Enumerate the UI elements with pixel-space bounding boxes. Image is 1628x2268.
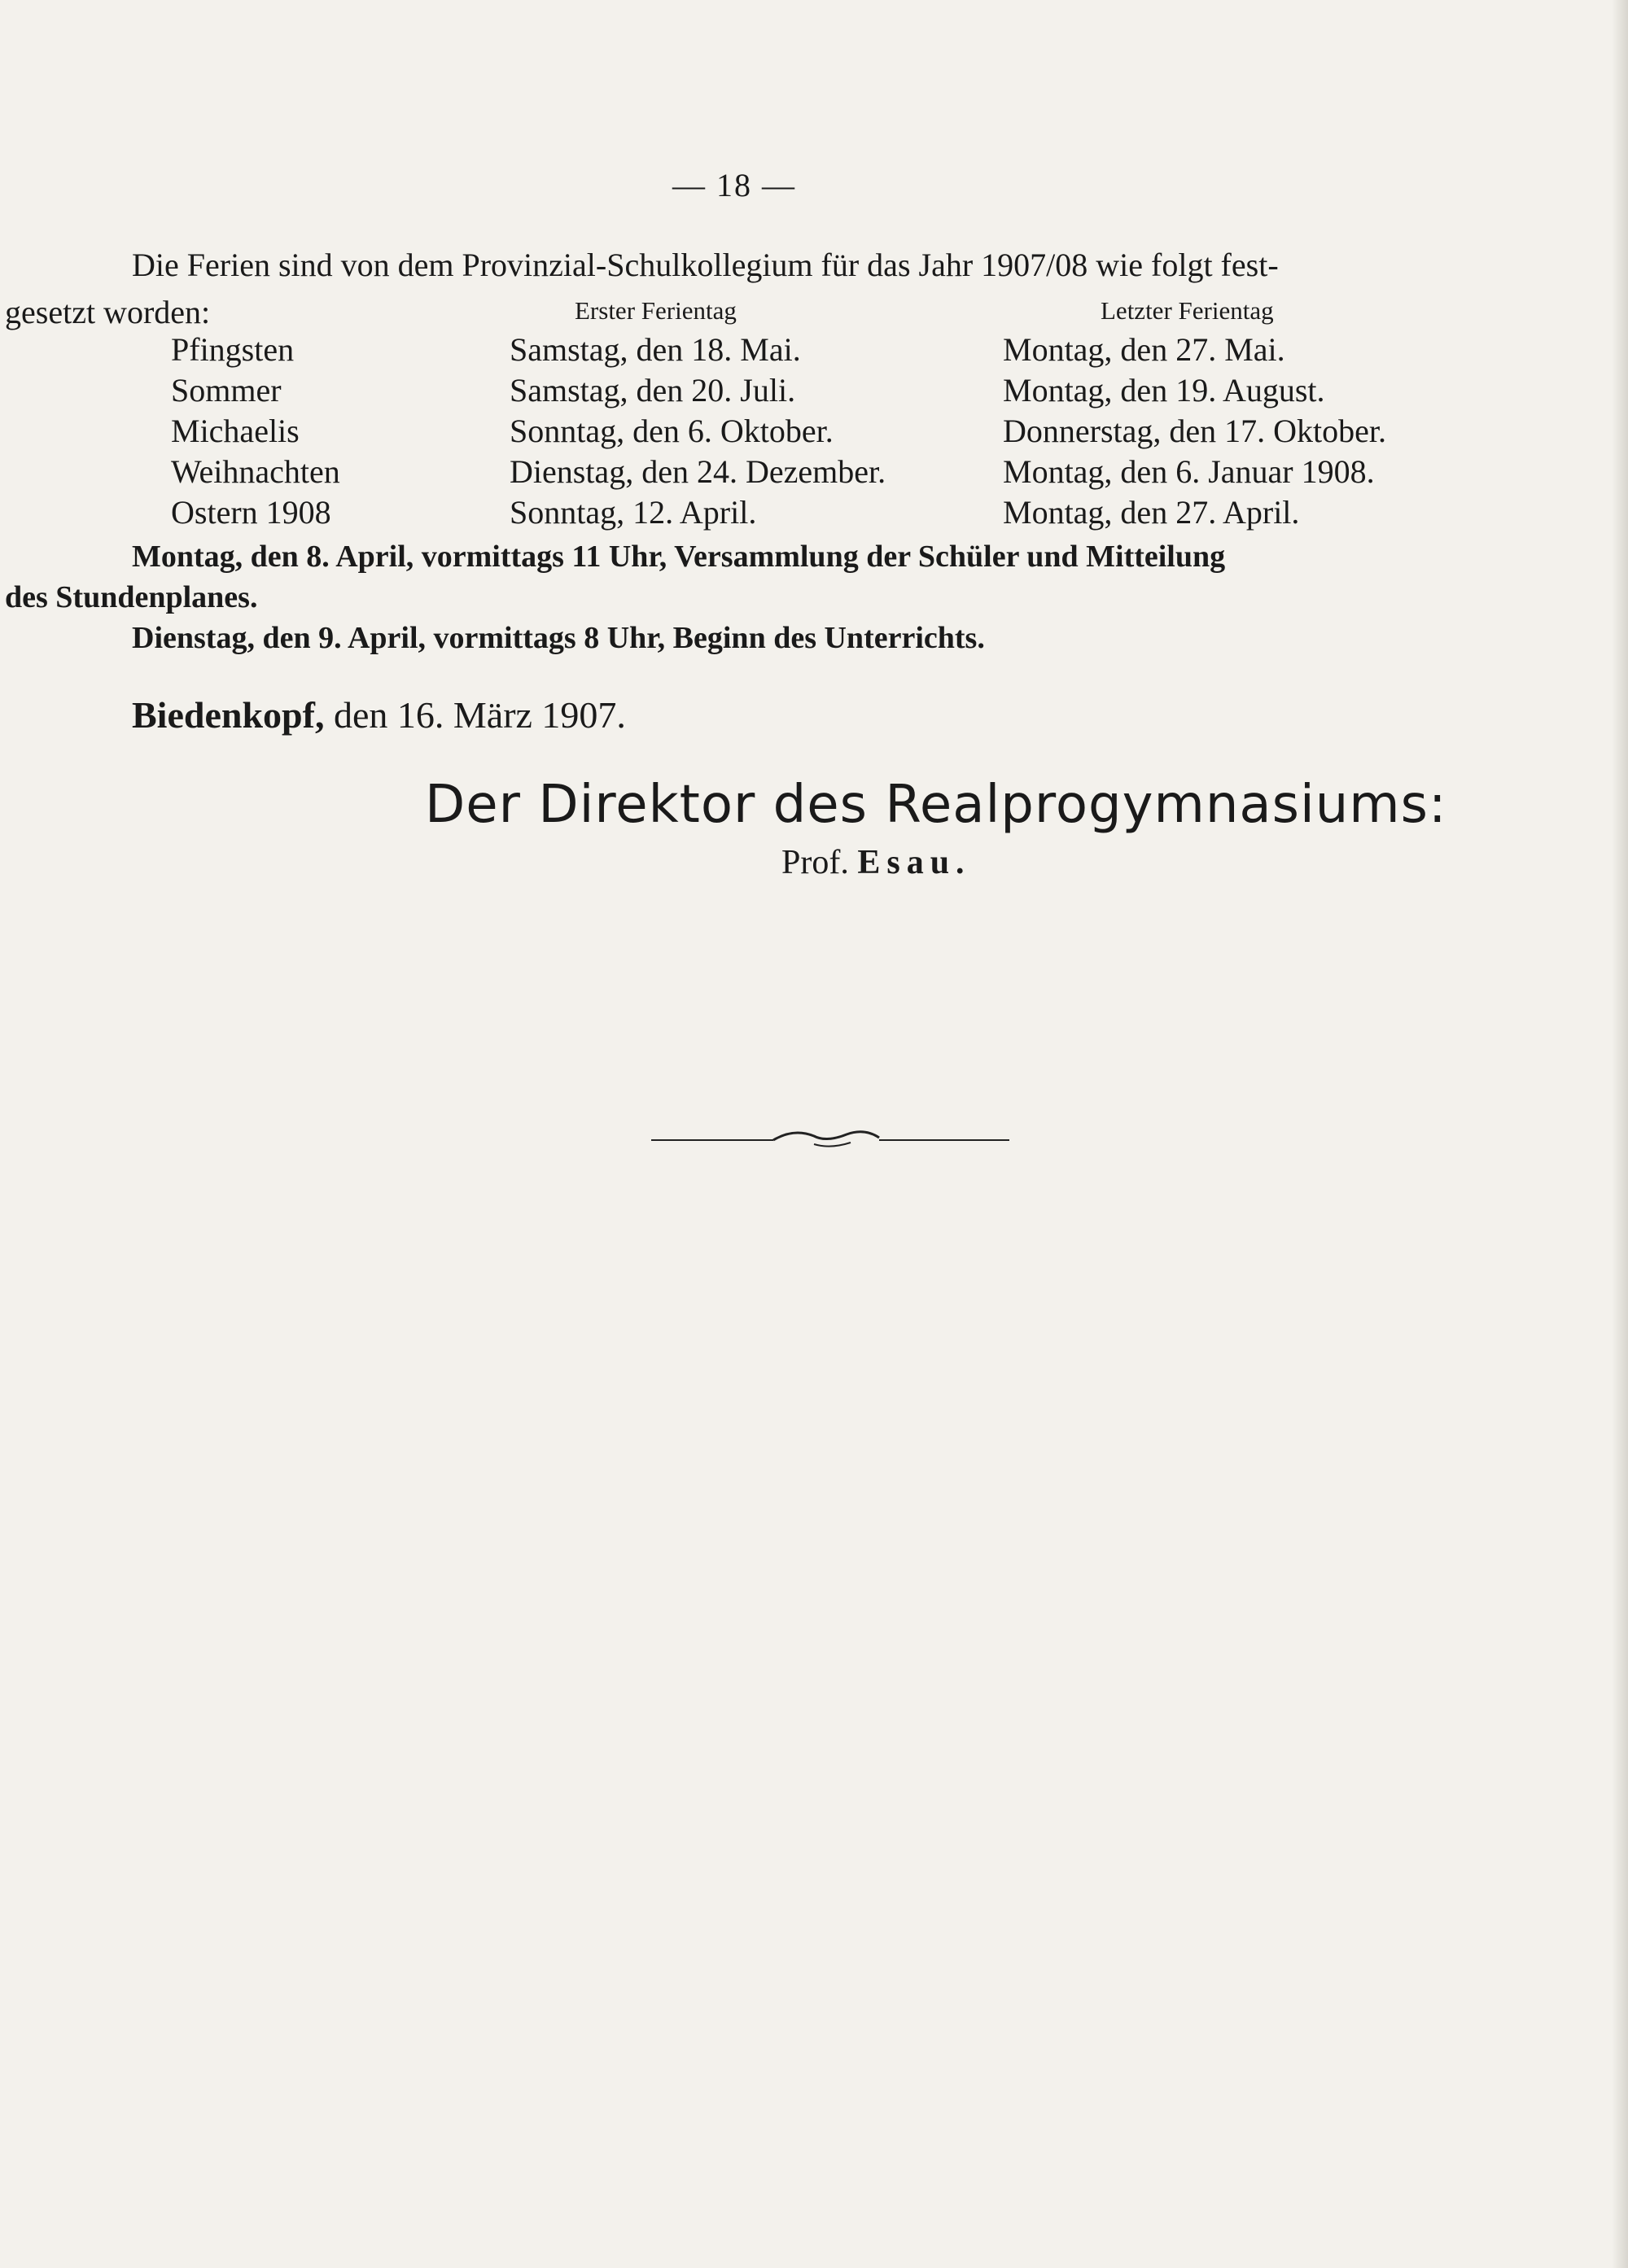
place: Biedenkopf, xyxy=(132,694,325,736)
director-title: Der Direktor des Realprogymnasiums: xyxy=(425,775,1447,835)
holiday-first-day: Sonntag, 12. April. xyxy=(510,494,757,531)
holiday-last-day: Donnerstag, den 17. Oktober. xyxy=(1003,413,1387,449)
holiday-name: Weihnachten xyxy=(171,453,340,490)
holiday-first-day: Samstag, den 20. Juli. xyxy=(510,372,796,409)
holiday-last-day: Montag, den 27. April. xyxy=(1003,494,1300,531)
header-first-day: Erster Ferientag xyxy=(575,296,737,325)
signer-title: Prof. xyxy=(781,844,849,881)
place-date xyxy=(132,693,626,736)
holiday-first-day: Dienstag, den 24. Dezember. xyxy=(510,453,886,490)
intro-line-2: gesetzt worden: xyxy=(5,294,211,330)
holiday-name: Ostern 1908 xyxy=(171,494,331,531)
announcement-assembly-cont: des Stundenplanes. xyxy=(5,580,258,614)
show-through-text xyxy=(49,1204,56,1239)
page-edge-shadow xyxy=(1612,0,1628,2268)
holiday-last-day: Montag, den 19. August. xyxy=(1003,372,1325,409)
ornament-divider xyxy=(651,1120,1009,1160)
holiday-last-day: Montag, den 27. Mai. xyxy=(1003,331,1285,368)
holiday-name: Sommer xyxy=(171,372,282,409)
announcement-classes-begin: Dienstag, den 9. April, vormittags 8 Uhr, Beginn des Unterrichts. xyxy=(132,621,985,655)
signature xyxy=(781,843,971,882)
holiday-name: Pfingsten xyxy=(171,331,295,368)
signer-name: Esau. xyxy=(857,844,971,881)
header-last-day: Letzter Ferientag xyxy=(1101,296,1274,325)
date: den 16. März 1907. xyxy=(333,694,626,736)
page-number: — 18 — xyxy=(672,167,796,203)
holiday-first-day: Samstag, den 18. Mai. xyxy=(510,331,801,368)
holiday-first-day: Sonntag, den 6. Oktober. xyxy=(510,413,834,449)
holiday-name: Michaelis xyxy=(171,413,300,449)
announcement-assembly: Montag, den 8. April, vormittags 11 Uhr, Versammlung der Schüler und Mitteilung xyxy=(132,540,1226,574)
holiday-last-day: Montag, den 6. Januar 1908. xyxy=(1003,453,1375,490)
intro-line-1: Die Ferien sind von dem Provinzial-Schulkollegium für das Jahr 1907/08 wie folgt fest- xyxy=(132,247,1279,283)
